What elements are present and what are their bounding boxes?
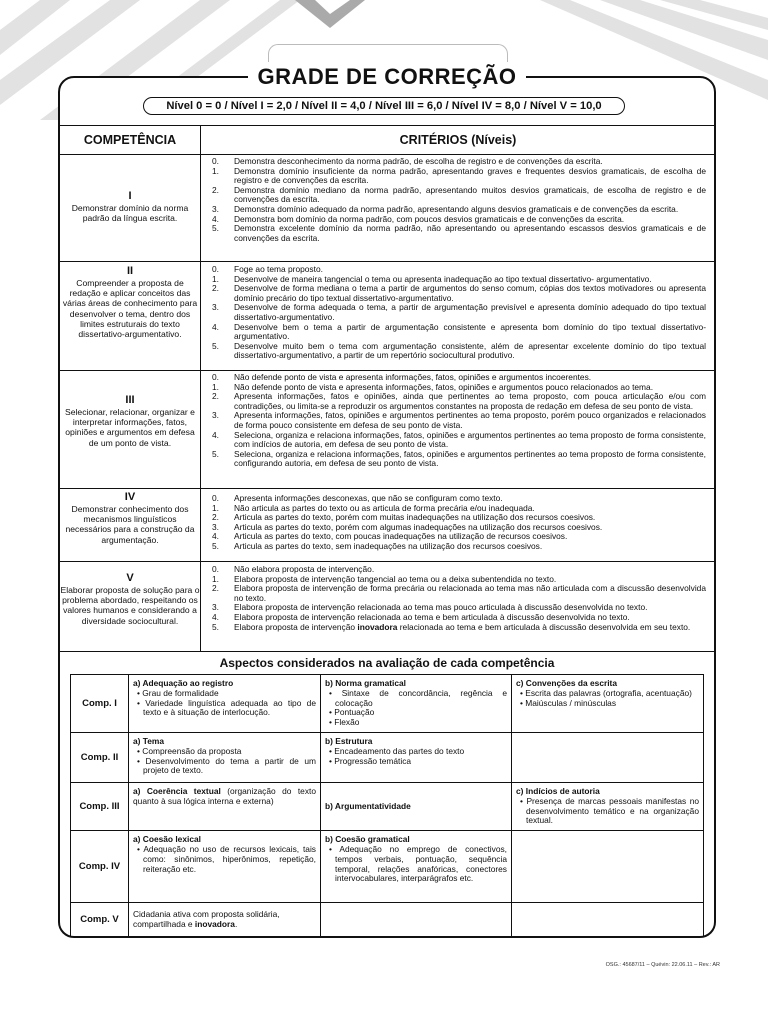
aspect-heading: b) Coesão gramatical [325, 834, 410, 845]
criterion-level: 1. [212, 502, 219, 513]
criterion-text: Não defende ponto de vista e apresenta informações, fatos, opiniões e argumentos incoerentes. [234, 372, 592, 382]
aspect-item: • Adequação no uso de recursos lexicais, tais como: sinônimos, hiperônimos, repetição, reiteração etc. [137, 843, 316, 874]
competencia-description: Selecionar, relacionar, organizar e interpretar informações, fatos, opiniões e argumentos em defesa de um ponto de vista. [65, 407, 195, 448]
aspect-item: • Desenvolvimento do tema a partir de um projeto de texto. [137, 755, 316, 776]
criterion-text: Seleciona, organiza e relaciona informações, fatos, opiniões e argumentos pertinentes ao tema proposto de forma consistente, configurando autoria, em defesa de seu ponto de vista. [234, 448, 706, 469]
aspect-item: • Compreensão da proposta [137, 745, 242, 756]
competencia-4 [60, 491, 200, 545]
aspect-item-text: Maiúsculas / minúsculas [525, 697, 617, 708]
aspect-item: • Variedade linguística adequada ao tipo de texto e à situação de interlocução. [137, 697, 316, 718]
criterion [212, 411, 706, 430]
aspect-cell [512, 783, 704, 831]
aspect-item: • Grau de formalidade [137, 687, 219, 698]
criterion-text: Demonstra domínio insuficiente da norma padrão, apresentando graves e frequentes desvios gramaticais, de escolha de registro e de convenções da escrita. [234, 165, 706, 186]
competencia-number: II [126, 265, 134, 277]
aspect-item: • Flexão [329, 717, 360, 728]
criterion-level: 0. [212, 264, 219, 274]
aspect-item-text: Escrita das palavras (ortografia, acentuação) [525, 687, 692, 698]
aspect-item-text: Adequação no emprego de conectivos, tempos verbais, pontuação, sequência temporal, relações anafóricas, conectores intervocabulares, interparágrafos etc. [335, 843, 507, 884]
table-row [71, 783, 704, 831]
criterion-text: Demonstra excelente domínio da norma padrão, não apresentando ou apresentando escassos desvios gramaticais e de convenções da escrita. [234, 223, 706, 243]
aspect-item-text: Presença de marcas pessoais manifestas no desenvolvimento temático e na organização textual. [526, 795, 700, 826]
aspect-item: • Sintaxe de concordância, regência e colocação [329, 687, 507, 708]
criterion-text-emphasis: inovadora [357, 621, 398, 632]
aspect-cell-empty [321, 903, 512, 937]
criterion-level: 5. [212, 223, 219, 234]
aspect-heading: b) Argumentatividade [325, 800, 411, 811]
criterion [212, 284, 706, 303]
criteria-list-2 [212, 265, 706, 361]
aspect-text-emphasis: inovadora [194, 918, 235, 929]
competencia-2 [60, 265, 200, 339]
competencia-3 [60, 394, 200, 448]
competencia-header: COMPETÊNCIA [83, 133, 177, 147]
aspect-heading: a) Coerência textual [133, 786, 221, 796]
criterion-level: 4. [212, 213, 219, 224]
criterion-text: Articula as partes do texto, com poucas inadequações na utilização de recursos coesivos. [234, 531, 568, 542]
criterion-level: 3. [212, 410, 219, 421]
criteria-list-1 [212, 157, 706, 243]
competencia-description: Demonstrar domínio da norma padrão da língua escrita. [71, 203, 189, 224]
criterion-text: Desenvolve de maneira tangencial o tema ou apresenta inadequação ao tipo textual dissertativo- argumentativo. [234, 273, 652, 284]
criterion-text: Elabora proposta de intervenção tangencial ao tema ou a deixa subentendida no texto. [234, 573, 557, 584]
aspects-title: Aspectos considerados na avaliação de cada competência [219, 656, 555, 670]
criterion [212, 167, 706, 186]
criterion-text: Demonstra domínio mediano da norma padrão, apresentando muitos desvios gramaticais, de escolha de registro e de convenções da escrita. [234, 184, 706, 205]
criterion-text: Seleciona, organiza e relaciona informações, fatos, opiniões e argumentos pertinentes ao tema proposto de forma consistente, com indícios de autoria, em defesa de seu ponto de vista. [234, 429, 706, 450]
criterion [212, 224, 706, 243]
criterion-level: 3. [212, 602, 219, 613]
row-label: Comp. I [71, 675, 129, 733]
divider [58, 154, 716, 155]
criterion-text: Apresenta informações, fatos, opiniões e argumentos pertinentes ao tema proposto, porém pouco organizados e relacionados de forma pouco consistente em defesa de seu ponto de vista. [234, 410, 706, 430]
competencia-1 [60, 190, 200, 223]
aspect-cell [321, 783, 512, 831]
criterion-level: 0. [212, 156, 219, 166]
aspect-heading: a) Coesão lexical [133, 834, 201, 845]
criterion [212, 186, 706, 205]
row-divider [58, 651, 716, 652]
competencia-description: Demonstrar conhecimento dos mecanismos linguísticos necessários para a construção da argumentação. [65, 504, 195, 545]
aspect-item: • Progressão temática [329, 755, 412, 766]
criteria-list-3 [212, 373, 706, 469]
competencia-number: IV [124, 491, 136, 503]
criterion-text: Não defende ponto de vista e apresenta informações, fatos, opiniões e argumentos pouco relacionados ao tema. [234, 381, 654, 392]
aspect-item-text: Pontuação [334, 707, 375, 718]
criterion-text: Apresenta informações, fatos e opiniões, ainda que pertinentes ao tema proposto, com pouca articulação e/ou com contradições, ou limita-se a reproduzir os argumentos constantes na proposta de redação em defesa de seu ponto de vista. [234, 391, 706, 411]
criterion-text: Não elabora proposta de intervenção. [234, 564, 375, 574]
aspect-cell [512, 675, 704, 733]
competencia-description: Elaborar proposta de solução para o problema abordado, respeitando os valores humanos e considerando a diversidade sociocultural. [60, 585, 200, 626]
criterion [212, 584, 706, 603]
criterion-level: 1. [212, 573, 219, 584]
criterion-level: 5. [212, 448, 219, 459]
row-divider [58, 370, 716, 371]
criteria-list-5 [212, 565, 706, 632]
criterion-text: Elabora proposta de intervenção relacionada ao tema e bem articulada à discussão desenvolvida no texto. [234, 611, 630, 622]
aspect-cell [321, 733, 512, 783]
criterion-level: 2. [212, 283, 219, 294]
aspect-cell [129, 733, 321, 783]
row-divider [58, 488, 716, 489]
criterion-text: Articula as partes do texto, sem inadequações na utilização dos recursos coesivos. [234, 540, 543, 551]
criterion-level: 1. [212, 165, 219, 176]
criterion-text: Foge ao tema proposto. [234, 264, 323, 274]
competencia-5 [60, 572, 200, 626]
criterion-level: 2. [212, 512, 219, 523]
criterion-level: 5. [212, 540, 219, 551]
aspect-text: . [234, 918, 238, 929]
aspect-item: • Encadeamento das partes do texto [329, 745, 465, 756]
competencia-number: I [128, 190, 132, 202]
criterion [212, 431, 706, 450]
aspect-heading-detail: (organização do texto quanto à sua lógica interna e externa) [133, 786, 317, 806]
aspect-cell-empty [512, 903, 704, 937]
criteria-list-4 [212, 494, 706, 552]
aspect-item-text: Compreensão da proposta [142, 745, 242, 756]
aspect-item-text: Desenvolvimento do tema a partir de um projeto de texto. [143, 755, 316, 776]
row-label: Comp. V [71, 903, 129, 937]
criterion-text: Elabora proposta de intervenção de forma precária ou relacionada ao tema mas não articulada com a discussão desenvolvida no texto. [234, 583, 706, 603]
aspects-table [70, 674, 704, 937]
row-label: Comp. III [71, 783, 129, 831]
aspect-item-text: Encadeamento das partes do texto [334, 745, 465, 756]
criterion-text [234, 623, 706, 633]
aspect-item-text: Sintaxe de concordância, regência e colocação [335, 687, 507, 708]
criterion-text: Desenvolve muito bem o tema com argumentação consistente, além de apresentar excelente domínio do tipo textual dissertativo-argumentativo, a partir de um repertório sociocultural produtivo. [234, 340, 706, 361]
table-row [71, 903, 704, 937]
criterion-level: 2. [212, 583, 219, 594]
criterion-level: 4. [212, 321, 219, 332]
criterion-level: 4. [212, 531, 219, 542]
aspect-cell [129, 903, 321, 937]
criterion-text: Apresenta informações desconexas, que não se configuram como texto. [234, 493, 503, 503]
table-row [71, 675, 704, 733]
criterion [212, 342, 706, 361]
criterion-level: 0. [212, 493, 219, 503]
criterion-level: 2. [212, 391, 219, 402]
criterion-level: 5. [212, 621, 219, 632]
aspect-cell-empty [512, 733, 704, 783]
criterion-level: 1. [212, 273, 219, 284]
criterion-level: 2. [212, 184, 219, 195]
footer-code: OSG.: 45687/11 – Quévin: 22.06.11 – Rev.: AR [605, 962, 720, 968]
aspect-heading: c) Convenções da escrita [516, 678, 618, 688]
criterion [212, 392, 706, 411]
aspect-item: • Presença de marcas pessoais manifestas no desenvolvimento temático e na organização textual. [520, 795, 700, 826]
criterion-level: 0. [212, 564, 219, 574]
aspect-cell [321, 831, 512, 903]
criterion-text: Desenvolve bem o tema a partir de argumentação consistente e apresenta bom domínio do tipo textual dissertativo-argumentativo. [234, 321, 706, 342]
criterion-text-part: Elabora proposta de intervenção [234, 621, 358, 632]
criterion-level: 1. [212, 381, 219, 392]
criterion-text: Articula as partes do texto, porém com algumas inadequações na utilização dos recursos coesivos. [234, 521, 603, 532]
aspect-item-text: Grau de formalidade [142, 687, 219, 698]
criterion-text: Desenvolve de forma mediana o tema a partir de argumentos do senso comum, cópias dos textos motivadores ou apresenta domínio precário do tipo textual dissertativo-argumentativo. [234, 283, 706, 303]
criterion [212, 623, 706, 633]
criterion [212, 542, 706, 552]
row-divider [58, 561, 716, 562]
criterion-text-part: relacionada ao tema e bem articulada à discussão desenvolvida em seu texto. [397, 621, 691, 632]
aspect-item: • Adequação no emprego de conectivos, tempos verbais, pontuação, sequência temporal, relações anafóricas, conectores intervocabulares, interparágrafos etc. [329, 843, 507, 884]
aspect-cell [129, 783, 321, 831]
competencia-number: V [126, 572, 134, 584]
criterion-text: Não articula as partes do texto ou as articula de forma precária e/ou inadequada. [234, 502, 535, 513]
criterion-level: 3. [212, 302, 219, 313]
aspect-text: Cidadania ativa com proposta solidária, compartilhada e [133, 908, 280, 929]
criterion-level: 5. [212, 340, 219, 351]
aspect-item: • Pontuação [329, 707, 375, 718]
table-row [71, 733, 704, 783]
aspect-heading: a) Tema [133, 736, 165, 746]
chevron-mark-icon [295, 0, 365, 28]
competencia-number: III [125, 394, 135, 406]
criterion-text: Elabora proposta de intervenção relacionada ao tema mas pouco articulada à discussão desenvolvida no texto. [234, 602, 648, 613]
aspect-cell-empty [512, 831, 704, 903]
aspect-item: • Maiúsculas / minúsculas [520, 697, 617, 708]
aspect-heading: b) Norma gramatical [325, 678, 406, 688]
aspect-item-text: Flexão [334, 717, 360, 728]
criterios-header: CRITÉRIOS (Níveis) [399, 133, 517, 147]
criterion [212, 303, 706, 322]
criterion-text: Demonstra domínio adequado da norma padrão, apresentando alguns desvios gramaticais e de convenções da escrita. [234, 203, 679, 214]
criterion-text: Demonstra bom domínio da norma padrão, com poucos desvios gramaticais e de convenções da escrita. [234, 213, 625, 224]
row-label: Comp. IV [71, 831, 129, 903]
criterion-level: 4. [212, 611, 219, 622]
criterion-text: Demonstra desconhecimento da norma padrão, de escolha de registro e de convenções da escrita. [234, 156, 603, 166]
aspect-heading: c) Indícios de autoria [516, 786, 600, 796]
criterion-level: 4. [212, 429, 219, 440]
aspect-cell [321, 675, 512, 733]
page-title: GRADE DE CORREÇÃO [248, 62, 526, 92]
aspect-item: • Escrita das palavras (ortografia, acentuação) [520, 687, 692, 698]
aspect-item-text: Adequação no uso de recursos lexicais, tais como: sinônimos, hiperônimos, repetição, reiteração etc. [143, 843, 316, 874]
aspect-item-text: Variedade linguística adequada ao tipo de texto e à situação de interlocução. [143, 697, 316, 718]
aspect-cell [129, 831, 321, 903]
criterion [212, 450, 706, 469]
row-divider [58, 261, 716, 262]
aspect-heading: a) Adequação ao registro [133, 678, 234, 688]
levels-scale: Nível 0 = 0 / Nível I = 2,0 / Nível II = 4,0 / Nível III = 6,0 / Nível IV = 8,0 / Nível V = 10,0 [143, 97, 625, 115]
competencia-description: Compreender a proposta de redação e aplicar conceitos das várias áreas de conhecimento para desenvolver o tema, dentro dos limites estruturais do texto dissertativo-argumentativo. [62, 278, 198, 340]
table-row [71, 831, 704, 903]
aspect-cell [129, 675, 321, 733]
criterion-text: Desenvolve de forma adequada o tema, a partir de argumentação previsível e apresenta domínio adequado do tipo textual dissertativo-argumentativo. [234, 302, 706, 322]
criterion-level: 0. [212, 372, 219, 382]
criterion-level: 3. [212, 203, 219, 214]
column-divider [200, 125, 201, 652]
aspect-heading: b) Estrutura [325, 736, 373, 746]
criterion [212, 323, 706, 342]
criterion-text: Articula as partes do texto, porém com muitas inadequações na utilização dos recursos coesivos. [234, 512, 596, 523]
aspect-item-text: Progressão temática [334, 755, 412, 766]
row-label: Comp. II [71, 733, 129, 783]
criterion-level: 3. [212, 521, 219, 532]
